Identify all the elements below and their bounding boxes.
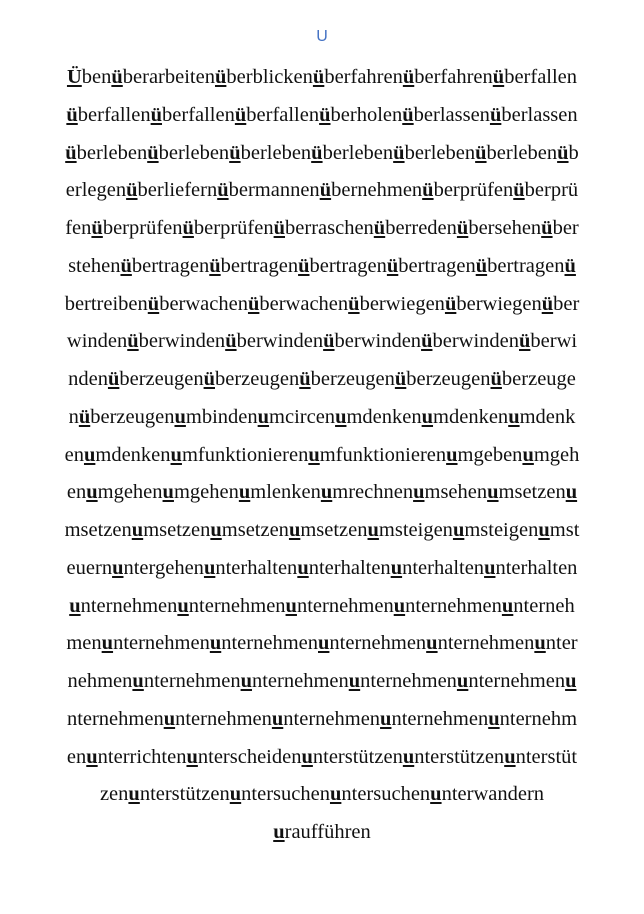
word-list-paragraph bbox=[36, 62, 608, 855]
text-line: nüberzeugenumbindenumcircenumdenkenumdenkenumdenk bbox=[68, 405, 576, 428]
text-line: fenüberprüfenüberprüfenüberraschenüberredenübersehenüber bbox=[65, 217, 579, 239]
text-line: unternehmenunternehmenunternehmenunternehmenunterneh bbox=[69, 594, 575, 617]
text-line: stehenübertragenübertragenübertragenübertragenübertragenü bbox=[68, 254, 576, 277]
text-line: euernuntergehenunterhaltenunterhaltenunterhaltenunterhalten bbox=[66, 556, 578, 579]
text-line: enumdenkenumfunktionierenumfunktionierenumgebenumgeh bbox=[64, 443, 580, 466]
text-line: überlebenüberlebenüberlebenüberlebenüberlebenüberlebenüb bbox=[65, 141, 579, 164]
text-line: ndenüberzeugenüberzeugenüberzeugenüberzeugenüberzeuge bbox=[68, 368, 576, 390]
text-line: erlegenüberliefernübermannenübernehmenüberprüfenüberprü bbox=[65, 179, 579, 202]
text-line: enumgehenumgehenumlenkenumrechnenumsehenumsetzenu bbox=[66, 481, 578, 504]
text-line: nternehmenunternehmenunternehmenunternehmenunternehm bbox=[66, 707, 578, 730]
text-line: msetzenumsetzenumsetzenumsetzenumsteigenumsteigenumst bbox=[64, 519, 580, 541]
text-line: windenüberwindenüberwindenüberwindenüberwindenüberwi bbox=[66, 330, 578, 353]
text-line: uraufführen bbox=[273, 821, 371, 843]
text-line: nehmenunternehmenunternehmenunternehmenunternehmenu bbox=[67, 670, 577, 692]
text-line: menunternehmenunternehmenunternehmenunternehmenunter bbox=[66, 632, 578, 655]
text-line: zenunterstützenuntersuchenuntersuchenunterwandern bbox=[99, 783, 545, 806]
text-line: Übenüberarbeitenüberblickenüberfahrenüberfahrenüberfallen bbox=[66, 66, 578, 88]
text-line: überfallenüberfallenüberfallenüberholenüberlassenüberlassen bbox=[66, 103, 578, 126]
text-line: enunterrichtenunterscheidenunterstützenunterstützenunterstüt bbox=[66, 745, 578, 768]
text-line: bertreibenüberwachenüberwachenüberwiegenüberwiegenüber bbox=[64, 292, 580, 315]
page-header-letter: U bbox=[316, 28, 328, 45]
